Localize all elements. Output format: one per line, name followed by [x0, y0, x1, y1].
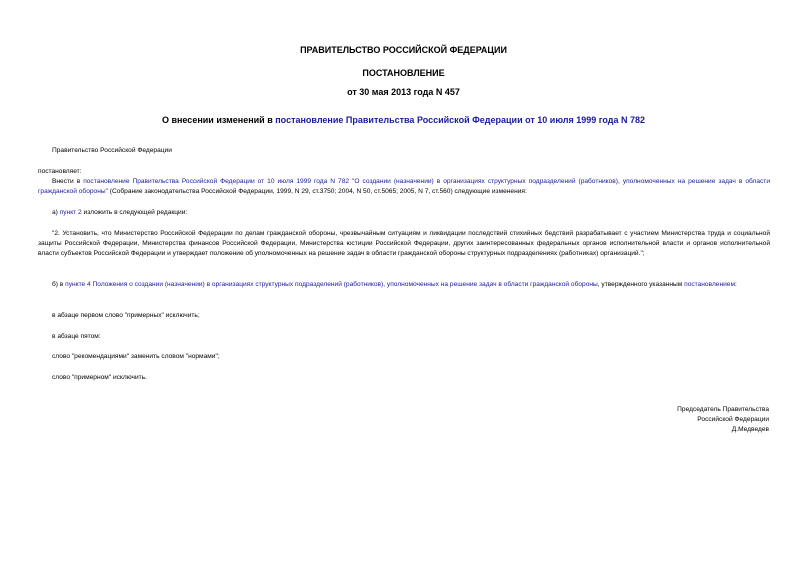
title-decree-link[interactable]: постановление Правительства Российской Федерации от 10 июля 1999 года N 782 — [275, 115, 646, 125]
b-decree-link[interactable]: постановлением — [684, 281, 735, 288]
item4-text: слово "примерном" исключить. — [52, 374, 147, 381]
item-a — [38, 208, 770, 218]
p1-text1: Внести в — [52, 178, 84, 185]
title-prefix: О внесении изменений в — [161, 115, 276, 125]
b-point4-link[interactable]: пункте 4 Положения о создании (назначении) в организациях структурных подразделений (работников), уполномоченных на решение задач в области гражданской обороны — [65, 281, 598, 288]
b-text3: : — [735, 281, 737, 288]
a-text2: изложить в следующей редакции: — [81, 209, 188, 216]
a-text1: а) — [52, 209, 60, 216]
quote-paragraph — [38, 229, 770, 259]
signature-title: Председатель Правительства — [677, 406, 769, 413]
header-government: ПРАВИТЕЛЬСТВО РОССИЙСКОЙ ФЕДЕРАЦИИ — [300, 45, 507, 55]
government-text: Правительство Российской Федерации — [52, 147, 172, 154]
item1-text: в абзаце первом слово "примерных" исключить; — [52, 312, 200, 319]
section-decree — [38, 167, 770, 197]
b-text2: , утвержденного указанным — [597, 281, 685, 288]
decrees-text: постановляет: — [38, 168, 82, 175]
signature-org: Российской Федерации — [697, 416, 769, 423]
a-point2-link[interactable]: пункт 2 — [59, 209, 82, 216]
header-doc-type: ПОСТАНОВЛЕНИЕ — [362, 68, 445, 78]
b-text1: б) в — [52, 281, 66, 288]
signature-block — [677, 405, 769, 435]
intro-government — [38, 146, 770, 156]
p1-text2: (Собрание законодательства Российской Федерации, 1999, N 29, ст.3750; 2004, N 50, ст.5065; 2005, N 7, ст.560) следующие изменения: — [107, 188, 527, 195]
paragraph-amend — [38, 177, 770, 197]
signature-name: Д.Медведев — [731, 426, 769, 433]
document-title — [0, 115, 807, 126]
p1-decree-link[interactable]: постановление Правительства Российской Федерации от 10 июля 1999 года N 782 "О создании (назначении) в организациях структурных подразделений (работников), уполномоченных на решение задач в области гражданской обороны" — [38, 178, 771, 195]
item-b4 — [38, 373, 770, 383]
item-b — [38, 280, 770, 290]
item-b1 — [38, 311, 770, 321]
quote-text: "2. Установить, что Министерство Российской Федерации по делам гражданской обороны, чрезвычайным ситуациям и ликвидации последствий стихийных бедствий разрабатывает с участием Министерства труда и социальной защиты Российской Федерации, Министерства финансов Российской Федерации, Министерства юстиции Российской Федерации, других заинтересованных федеральных органов исполнительной власти и органов исполнительной власти субъектов Российской Федерации и утверждает положение об уполномоченных на решение задач в области гражданской обороны структурных подразделениях (работниках) организаций."; — [38, 230, 770, 257]
item3-text: слово "рекомендациями" заменить словом "нормами"; — [52, 353, 220, 360]
item2-text: в абзаце пятом: — [52, 333, 101, 340]
item-b2 — [38, 332, 770, 342]
header-date-number: от 30 мая 2013 года N 457 — [347, 87, 460, 97]
item-b3 — [38, 352, 770, 362]
